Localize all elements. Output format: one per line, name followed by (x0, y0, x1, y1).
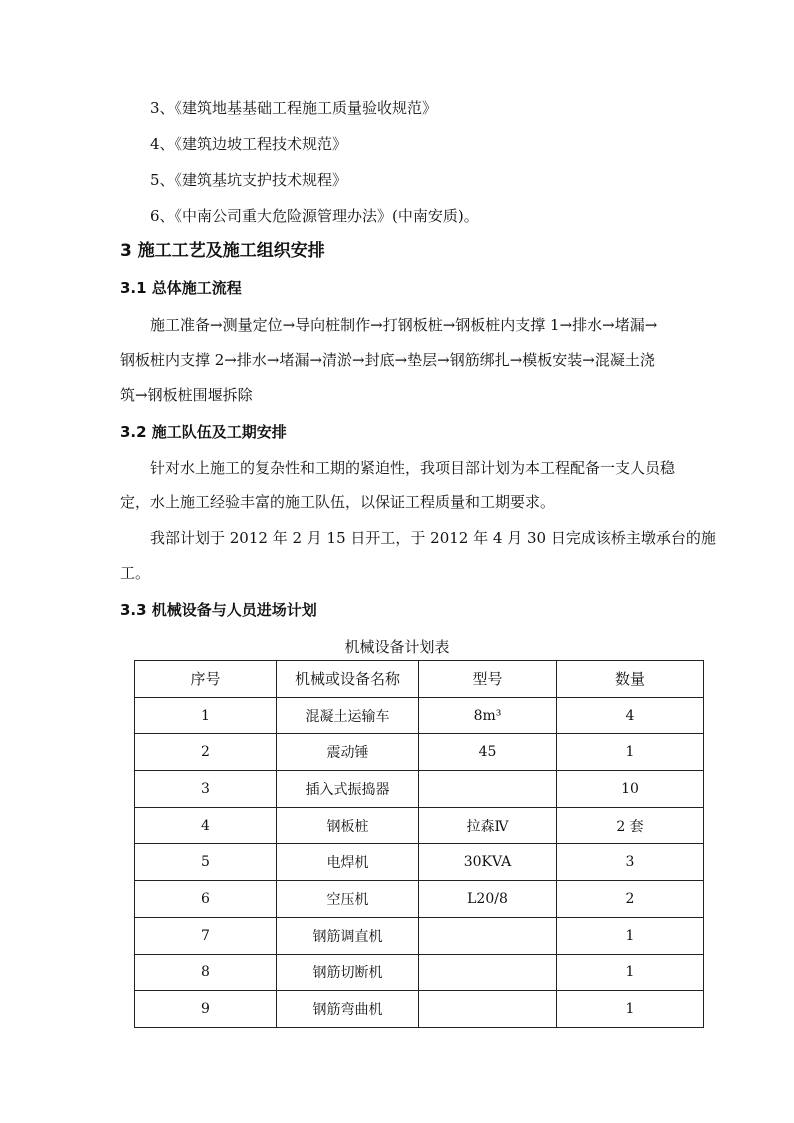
section-3-3-heading: 3.3 机械设备与人员进场计划 (120, 601, 317, 619)
paragraph-line: 定，水上施工经验丰富的施工队伍，以保证工程质量和工期要求。 (120, 493, 556, 511)
paragraph-line: 针对水上施工的复杂性和工期的紧迫性，我项目部计划为本工程配备一支人员稳 (150, 459, 676, 477)
model-cell: 8m³ (419, 697, 557, 734)
paragraph-line: 施工准备→测量定位→导向桩制作→打钢板桩→钢板桩内支撑 1→排水→堵漏→ (150, 316, 658, 334)
equipment-name-cell: 电焊机 (277, 844, 419, 881)
paragraph-line: 钢板桩内支撑 2→排水→堵漏→清淤→封底→垫层→钢筋绑扎→模板安装→混凝土浇 (120, 351, 655, 369)
row-number-cell: 8 (135, 954, 277, 991)
equipment-name-cell: 插入式振捣器 (277, 771, 419, 808)
equipment-name-cell: 钢筋弯曲机 (277, 991, 419, 1028)
reference-item: 4、《建筑边坡工程技术规范》 (150, 135, 348, 153)
table-row (135, 771, 704, 808)
quantity-cell: 4 (557, 697, 704, 734)
equipment-name-cell: 混凝土运输车 (277, 697, 419, 734)
quantity-cell: 1 (557, 734, 704, 771)
header-cell: 序号 (135, 661, 277, 698)
model-cell (419, 954, 557, 991)
model-cell: L20/8 (419, 881, 557, 918)
equipment-name-cell: 空压机 (277, 881, 419, 918)
equipment-name-cell: 震动锤 (277, 734, 419, 771)
equipment-name-cell: 钢板桩 (277, 807, 419, 844)
model-cell: 30KVA (419, 844, 557, 881)
model-cell (419, 917, 557, 954)
quantity-cell: 2 套 (557, 807, 704, 844)
reference-item: 5、《建筑基坑支护技术规程》 (150, 171, 348, 189)
model-cell: 拉森Ⅳ (419, 807, 557, 844)
section-3-2-heading: 3.2 施工队伍及工期安排 (120, 423, 287, 441)
equipment-name-cell: 钢筋调直机 (277, 917, 419, 954)
header-cell: 数量 (557, 661, 704, 698)
row-number-cell: 6 (135, 881, 277, 918)
table-row (135, 807, 704, 844)
quantity-cell: 3 (557, 844, 704, 881)
table-row (135, 697, 704, 734)
header-cell: 型号 (419, 661, 557, 698)
equipment-table (134, 660, 704, 1028)
table-row (135, 734, 704, 771)
row-number-cell: 9 (135, 991, 277, 1028)
table-row (135, 917, 704, 954)
reference-item: 3、《建筑地基基础工程施工质量验收规范》 (150, 99, 438, 117)
row-number-cell: 1 (135, 697, 277, 734)
table-row (135, 881, 704, 918)
quantity-cell: 1 (557, 991, 704, 1028)
quantity-cell: 10 (557, 771, 704, 808)
paragraph-line: 工。 (120, 564, 151, 582)
quantity-cell: 2 (557, 881, 704, 918)
quantity-cell: 1 (557, 954, 704, 991)
equipment-name-cell: 钢筋切断机 (277, 954, 419, 991)
table-header-row (135, 661, 704, 698)
row-number-cell: 3 (135, 771, 277, 808)
paragraph-line: 筑→钢板桩围堰拆除 (120, 386, 253, 404)
paragraph-line: 我部计划于 2012 年 2 月 15 日开工，于 2012 年 4 月 30 日完成该桥主墩承台的施 (150, 529, 716, 547)
model-cell (419, 771, 557, 808)
quantity-cell: 1 (557, 917, 704, 954)
row-number-cell: 4 (135, 807, 277, 844)
table-row (135, 844, 704, 881)
table-caption: 机械设备计划表 (344, 638, 450, 656)
row-number-cell: 2 (135, 734, 277, 771)
row-number-cell: 7 (135, 917, 277, 954)
reference-item: 6、《中南公司重大危险源管理办法》(中南安质)。 (150, 207, 479, 225)
table-row (135, 991, 704, 1028)
section-3-1-heading: 3.1 总体施工流程 (120, 279, 242, 297)
model-cell: 45 (419, 734, 557, 771)
model-cell (419, 991, 557, 1028)
section-3-heading: 3 施工工艺及施工组织安排 (120, 241, 325, 261)
table-row (135, 954, 704, 991)
header-cell: 机械或设备名称 (277, 661, 419, 698)
row-number-cell: 5 (135, 844, 277, 881)
